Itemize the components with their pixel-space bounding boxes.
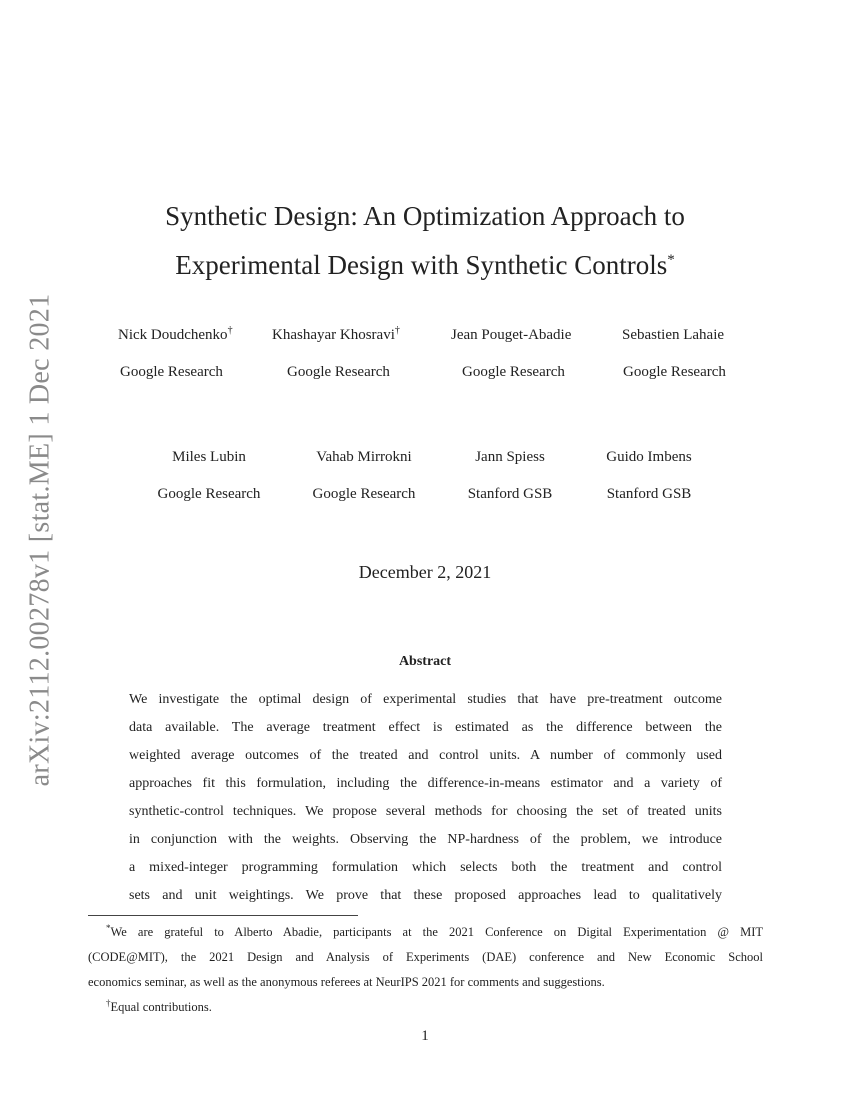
author-affiliation-2: Google Research	[287, 364, 390, 380]
footnote-2-marker: †	[106, 998, 111, 1008]
author-affiliation-5: Google Research	[157, 486, 261, 502]
abstract-heading: Abstract	[398, 654, 452, 669]
author-name-8: Guido Imbens	[606, 449, 692, 465]
author-affiliation-8: Stanford GSB	[606, 486, 692, 502]
abstract-line: a mixed-integer programming formulation which selects both the treatment and control	[129, 860, 722, 875]
author-1-marker: †	[227, 325, 233, 336]
publication-date: December 2, 2021	[358, 562, 492, 582]
author-name-1: Nick Doudchenko†	[118, 325, 233, 343]
author-affiliation-3: Google Research	[462, 364, 565, 380]
author-affiliation-7: Stanford GSB	[467, 486, 553, 502]
abstract-line: synthetic-control techniques. We propose several methods for choosing the set of treated units	[129, 804, 722, 819]
page-number: 1	[421, 1028, 429, 1044]
author-name-7: Jann Spiess	[475, 449, 545, 465]
author-name-2: Khashayar Khosravi†	[272, 325, 400, 343]
title-line-1: Synthetic Design: An Optimization Approach to	[165, 201, 685, 231]
abstract-line: in conjunction with the weights. Observing the NP-hardness of the problem, we introduce	[129, 832, 722, 847]
footnote-divider	[88, 915, 358, 916]
abstract-body	[129, 686, 722, 910]
footnote-1-line: *We are grateful to Alberto Abadie, participants at the 2021 Conference on Digital Experimentation @ MIT	[106, 923, 763, 939]
author-name-6: Vahab Mirrokni	[316, 449, 412, 465]
abstract-line: sets and unit weightings. We prove that these proposed approaches lead to qualitatively	[129, 888, 722, 903]
title-line-2	[0, 241, 850, 290]
title-footnote-marker: *	[667, 252, 675, 268]
footnote-1-line: (CODE@MIT), the 2021 Design and Analysis of Experiments (DAE) conference and New Economic School	[88, 950, 763, 964]
author-name-3: Jean Pouget-Abadie	[451, 327, 572, 343]
footnotes	[88, 920, 763, 1020]
footnote-2-line: †Equal contributions.	[106, 998, 212, 1014]
abstract-line: weighted average outcomes of the treated and control units. A number of commonly used	[129, 748, 722, 763]
abstract-line: approaches fit this formulation, including the difference-in-means estimator and a variety of	[129, 776, 722, 791]
arxiv-side-stamp	[19, 295, 61, 785]
footnote-1-line: economics seminar, as well as the anonymous referees at NeurIPS 2021 for comments and suggestions.	[88, 975, 605, 989]
author-name-4: Sebastien Lahaie	[622, 327, 725, 343]
author-affiliation-4: Google Research	[623, 364, 726, 380]
title-line-2-text: Experimental Design with Synthetic Controls	[175, 250, 668, 280]
author-name-5: Miles Lubin	[172, 449, 246, 465]
abstract-line: We investigate the optimal design of experimental studies that have pre-treatment outcome	[129, 692, 722, 707]
paper-title	[0, 192, 850, 290]
footnote-1-marker: *	[106, 923, 111, 933]
arxiv-identifier: arXiv:2112.00278v1 [stat.ME] 1 Dec 2021	[24, 293, 55, 787]
abstract-line: data available. The average treatment effect is estimated as the difference between the	[129, 720, 722, 735]
author-affiliation-6: Google Research	[312, 486, 416, 502]
author-2-marker: †	[394, 325, 400, 336]
author-affiliation-1: Google Research	[120, 364, 223, 380]
